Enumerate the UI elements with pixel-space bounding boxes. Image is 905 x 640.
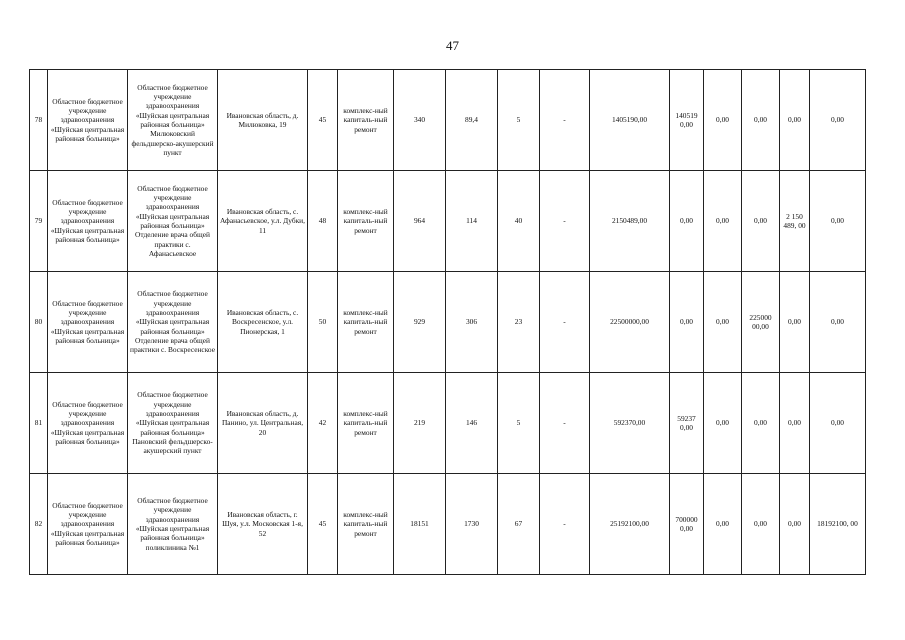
value-cell: 48: [308, 171, 338, 272]
value-cell: 929: [394, 272, 446, 373]
owner-cell: Областное бюджетное учреждение здравоохранения «Шуйская центральная районная больница»: [48, 70, 128, 171]
address-cell: Ивановская область, с. Воскресенское, у.л. Пионерская, 1: [218, 272, 308, 373]
table-row: [30, 373, 866, 474]
page-number: 47: [446, 38, 459, 53]
row-number: 78: [30, 70, 48, 171]
table-row: [30, 70, 866, 171]
table-row: [30, 171, 866, 272]
amount-cell: 0,00: [670, 171, 704, 272]
owner-cell: Областное бюджетное учреждение здравоохранения «Шуйская центральная районная больница»: [48, 373, 128, 474]
work-type-cell: комплекс-ный капиталь-ный ремонт: [338, 474, 394, 575]
amount-cell: 0,00: [670, 272, 704, 373]
value-cell: 50: [308, 272, 338, 373]
value-cell: 340: [394, 70, 446, 171]
value-cell: -: [540, 474, 590, 575]
value-cell: 45: [308, 70, 338, 171]
amount-cell: 0,00: [810, 70, 866, 171]
amount-cell: 0,00: [742, 171, 780, 272]
row-number: 81: [30, 373, 48, 474]
row-number: 79: [30, 171, 48, 272]
amount-cell: 59237 0,00: [670, 373, 704, 474]
value-cell: 89,4: [446, 70, 498, 171]
value-cell: 45: [308, 474, 338, 575]
amount-cell: 0,00: [704, 474, 742, 575]
object-cell: Областное бюджетное учреждение здравоохранения «Шуйская центральная районная больница» Отделение врача общей практики с. Афанасьевское: [128, 171, 218, 272]
value-cell: 114: [446, 171, 498, 272]
value-cell: 67: [498, 474, 540, 575]
amount-cell: 0,00: [780, 474, 810, 575]
value-cell: -: [540, 70, 590, 171]
object-cell: Областное бюджетное учреждение здравоохранения «Шуйская центральная районная больница» Милюковский фельдшерско-акушерский пункт: [128, 70, 218, 171]
amount-cell: 22500000,00: [590, 272, 670, 373]
value-cell: 964: [394, 171, 446, 272]
amount-cell: 2150489,00: [590, 171, 670, 272]
amount-cell: 0,00: [780, 272, 810, 373]
value-cell: 40: [498, 171, 540, 272]
amount-cell: 0,00: [780, 70, 810, 171]
amount-cell: 0,00: [810, 373, 866, 474]
address-cell: Ивановская область, г. Шуя, у.л. Московская 1-я, 52: [218, 474, 308, 575]
value-cell: 5: [498, 373, 540, 474]
amount-cell: 0,00: [780, 373, 810, 474]
owner-cell: Областное бюджетное учреждение здравоохранения «Шуйская центральная районная больница»: [48, 272, 128, 373]
row-number: 82: [30, 474, 48, 575]
amount-cell: 25192100,00: [590, 474, 670, 575]
address-cell: Ивановская область, с. Афанасьевское, у.л. Дубки, 11: [218, 171, 308, 272]
value-cell: -: [540, 171, 590, 272]
amount-cell: 0,00: [810, 171, 866, 272]
value-cell: 23: [498, 272, 540, 373]
address-cell: Ивановская область, д. Милюковка, 19: [218, 70, 308, 171]
row-number: 80: [30, 272, 48, 373]
value-cell: 18151: [394, 474, 446, 575]
value-cell: -: [540, 272, 590, 373]
value-cell: 1730: [446, 474, 498, 575]
address-cell: Ивановская область, д. Панино, ул. Центральная, 20: [218, 373, 308, 474]
value-cell: 5: [498, 70, 540, 171]
amount-cell: 0,00: [704, 272, 742, 373]
amount-cell: 0,00: [704, 171, 742, 272]
owner-cell: Областное бюджетное учреждение здравоохранения «Шуйская центральная районная больница»: [48, 474, 128, 575]
amount-cell: 592370,00: [590, 373, 670, 474]
table-row: [30, 474, 866, 575]
work-type-cell: комплекс-ный капиталь-ный ремонт: [338, 272, 394, 373]
amount-cell: 0,00: [810, 272, 866, 373]
value-cell: -: [540, 373, 590, 474]
amount-cell: 0,00: [742, 373, 780, 474]
value-cell: 146: [446, 373, 498, 474]
amount-cell: 0,00: [704, 70, 742, 171]
amount-cell: 0,00: [704, 373, 742, 474]
work-type-cell: комплекс-ный капиталь-ный ремонт: [338, 171, 394, 272]
amount-cell: 700000 0,00: [670, 474, 704, 575]
amount-cell: 0,00: [742, 474, 780, 575]
amount-cell: 2 150 489, 00: [780, 171, 810, 272]
owner-cell: Областное бюджетное учреждение здравоохранения «Шуйская центральная районная больница»: [48, 171, 128, 272]
amount-cell: 18192100, 00: [810, 474, 866, 575]
register-table: [29, 69, 866, 575]
work-type-cell: комплекс-ный капиталь-ный ремонт: [338, 70, 394, 171]
value-cell: 219: [394, 373, 446, 474]
table-row: [30, 272, 866, 373]
amount-cell: 1405190,00: [590, 70, 670, 171]
amount-cell: 140519 0,00: [670, 70, 704, 171]
amount-cell: 0,00: [742, 70, 780, 171]
value-cell: 306: [446, 272, 498, 373]
object-cell: Областное бюджетное учреждение здравоохранения «Шуйская центральная районная больница» поликлиника №1: [128, 474, 218, 575]
object-cell: Областное бюджетное учреждение здравоохранения «Шуйская центральная районная больница» Пановский фельдшерско-акушерский пункт: [128, 373, 218, 474]
object-cell: Областное бюджетное учреждение здравоохранения «Шуйская центральная районная больница» Отделение врача общей практики с. Воскресенское: [128, 272, 218, 373]
amount-cell: 225000 00,00: [742, 272, 780, 373]
value-cell: 42: [308, 373, 338, 474]
work-type-cell: комплекс-ный капиталь-ный ремонт: [338, 373, 394, 474]
